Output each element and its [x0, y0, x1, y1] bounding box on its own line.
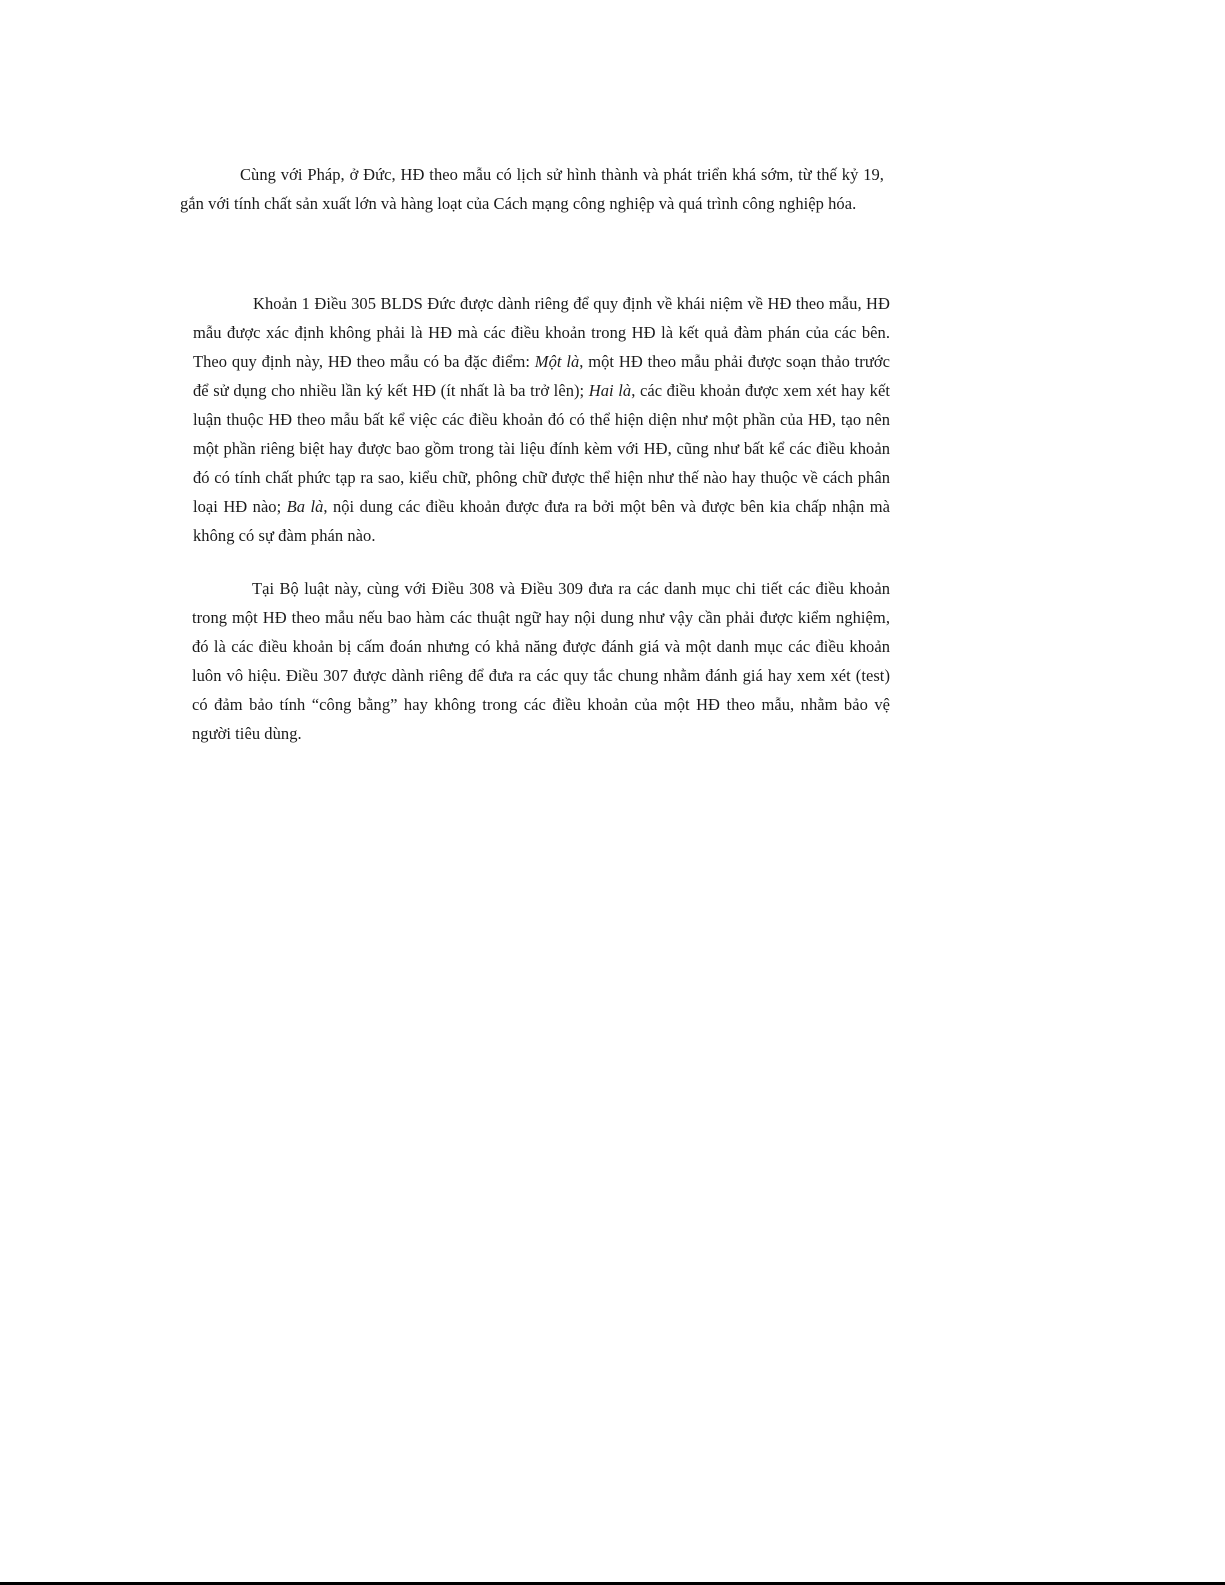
paragraph-article-305-part4: , nội dung các điều khoản được đưa ra bởi một bên và được bên kia chấp nhận mà không có sự đàm phán nào.	[193, 497, 890, 545]
paragraph-articles-307-309-text: Tại Bộ luật này, cùng với Điều 308 và Điều 309 đưa ra các danh mục chi tiết các điều khoản trong một HĐ theo mẫu nếu bao hàm các thuật ngữ hay nội dung như vậy cần phải được kiểm nghiệm, đó là các điều khoản bị cấm đoán nhưng có khả năng được đánh giá và một danh mục các điều khoản luôn vô hiệu. Điều 307 được dành riêng để đưa ra các quy tắc chung nhằm đánh giá hay xem xét (test) có đảm bảo tính “công bằng” hay không trong các điều khoản của một HĐ theo mẫu, nhằm bảo vệ người tiêu dùng.	[192, 579, 890, 743]
italic-hai-la: Hai là	[588, 381, 632, 400]
paragraph-article-305-part3: , các điều khoản được xem xét hay kết luận thuộc HĐ theo mẫu bất kể việc các điều khoản đó có thể hiện diện như một phần của HĐ, tạo nên một phần riêng biệt hay được bao gồm trong tài liệu đính kèm với HĐ, cũng như bất kể các điều khoản đó có tính chất phức tạp ra sao, kiểu chữ, phông chữ được thể hiện như thế nào hay thuộc về cách phân loại HĐ nào;	[193, 381, 890, 516]
paragraph-article-305	[193, 289, 890, 550]
paragraph-history	[180, 160, 884, 218]
paragraph-article-305-part2: , một HĐ theo mẫu phải được soạn thảo trước để sử dụng cho nhiều lần ký kết HĐ (ít nhất là ba trở lên);	[193, 352, 890, 400]
italic-ba-la: Ba là	[286, 497, 324, 516]
paragraph-articles-307-309	[192, 574, 890, 748]
paragraph-article-305-part1: Khoản 1 Điều 305 BLDS Đức được dành riêng để quy định về khái niệm về HĐ theo mẫu, HĐ mẫu được xác định không phải là HĐ mà các điều khoản trong HĐ là kết quả đàm phán của các bên. Theo quy định này, HĐ theo mẫu có ba đặc điểm:	[193, 294, 890, 371]
paragraph-history-text: Cùng với Pháp, ở Đức, HĐ theo mẫu có lịch sử hình thành và phát triển khá sớm, từ thế kỷ 19, gắn với tính chất sản xuất lớn và hàng loạt của Cách mạng công nghiệp và quá trình công nghiệp hóa.	[180, 165, 884, 213]
italic-mot-la: Một là	[534, 352, 580, 371]
